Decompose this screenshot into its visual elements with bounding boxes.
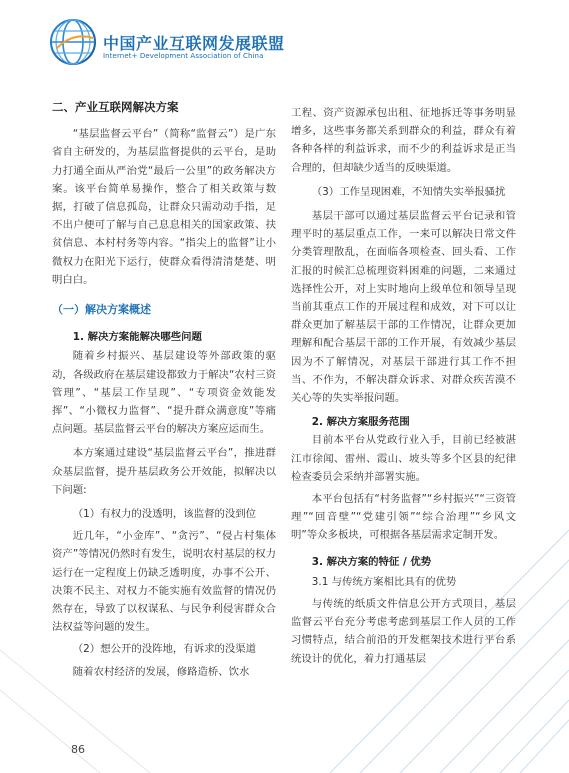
- paragraph-4: 随着农村经济的发展，修路造桥、饮水: [72, 665, 250, 678]
- heading-2: 2. 解决方案服务范围: [311, 416, 410, 429]
- paragraph-6: 基层干部可以通过基层监督云平台记录和管理平时的基层重点工作，一来可以解决日常文件分类管理散乱，在面临各项检查、回头看、工作汇报的时候汇总梳理资料困难的问题，二来通过选择性公开，对上实时地向上级单位和领导呈现当前其重点工作的开展过程和成效，对下可以让群众更加了解基层干部的工作情况，让群众更加理解和配合基层干部的工作开展，有效减少基层因为不了解情况，对基层干部进行其工作不担当、不作为，不解决群众诉求、对群众疾苦漠不关心等的失实举报问题。: [291, 210, 516, 405]
- right-column: [291, 104, 516, 668]
- paragraph-3: 近几年，“小金库”、“贪污”、“侵占村集体资产”等情况仍然时有发生，说明农村基层的权力运行在一定程度上仍缺乏透明度，办事不公开、决策不民主、对权力不能实施有效监督的情况仍然存在，导致了以权谋私、与民争利侵害群众合法权益等问题的发生。: [52, 530, 276, 634]
- globe-logo-icon: [49, 18, 97, 66]
- logo-chinese-text: 中国产业互联网发展联盟: [103, 34, 285, 53]
- item-3-title: （3）工作呈现困难，不知情失实举报骚扰: [311, 185, 506, 198]
- heading-3: 3. 解决方案的特征 / 优势: [311, 555, 432, 568]
- intro-paragraph: “基层监督云平台”（简称“监督云”）是广东省自主研发的，为基层监督提供的云平台，是助力打通全面从严治党“最后一公里”的政务解决方案。该平台简单易操作，整合了相关政策与数据，打破了信息孤岛，让群众只需动动手指，足不出户便可了解与自己息息相关的国家政策、扶贫信息、本村村务等内容。“指尖上的监督”让小微权力在阳光下运行，使群众看得清清楚楚、明明白白。: [52, 128, 276, 286]
- paragraph-7: 目前本平台从党政行业入手，目前已经被湛江市徐闻、雷州、霞山、坡头等多个区县的纪律检查委员会采纳并部署实施。: [291, 434, 516, 483]
- left-column: [52, 96, 276, 681]
- item-2-title: （2）想公开的没阵地，有诉求的没渠道: [72, 643, 257, 656]
- item-1-title: （1）有权力的没透明，该监督的没到位: [72, 508, 257, 521]
- paragraph-2: 本方案通过建设“基层监督云平台”，推进群众基层监督，提升基层政务公开效能，拟解决以下问题:: [52, 447, 276, 496]
- page-number: 86: [71, 743, 85, 756]
- logo-english-text: Internet+ Development Association of China: [103, 52, 264, 60]
- section-title: 二、产业互联网解决方案: [52, 100, 179, 114]
- subsection-title: （一）解决方案概述: [52, 303, 151, 317]
- page-header: [0, 0, 569, 90]
- heading-3-1: 3.1 与传统方案相比具有的优势: [311, 575, 457, 588]
- paragraph-1: 随着乡村振兴、基层建设等外部政策的驱动，各级政府在基层建设都致力于解决“农村三资管理”、“基层工作呈现”、“专项资金效能发挥”、“小微权力监督”、“提升群众满意度”等痛点问题。基层监督云平台的解决方案应运而生。: [52, 350, 276, 436]
- paragraph-8: 本平台包括有“村务监督”“乡村振兴”“三资管理”“回音壁”“党建引领”“综合治理”“乡风文明”等众多板块，可根据各基层需求定制开发。: [291, 493, 516, 542]
- paragraph-9: 与传统的纸质文件信息公开方式项目，基层监督云平台充分考虑考虑到基层工作人员的工作习惯特点，结合前沿的开发框架技术进行平台系统设计的优化，着力打通基层: [291, 598, 516, 665]
- paragraph-5: 工程、资产资源承包出租、征地拆迁等事务明显增多，这些事务都关系到群众的利益，群众有着各种各样的利益诉求，而不少的利益诉求是正当合理的，但却缺少适当的反映渠道。: [291, 107, 516, 174]
- heading-1: 1. 解决方案能解决哪些问题: [72, 331, 202, 344]
